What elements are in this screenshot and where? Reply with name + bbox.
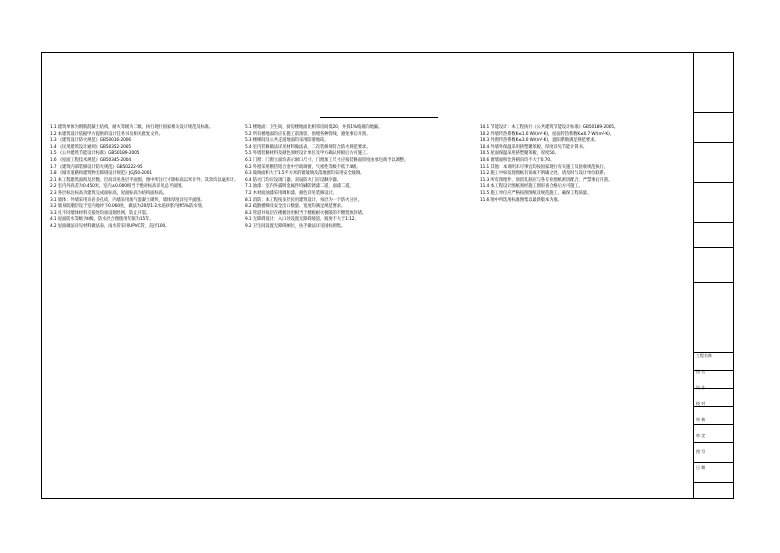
note-paragraph: 9.1 无障碍设计：入口处设置无障碍坡道，坡度不大于1:12。: [245, 217, 359, 223]
title-block-divider: [694, 247, 734, 248]
note-paragraph: 1.6 《屋面工程技术规范》GB50345-2004: [50, 157, 131, 163]
note-paragraph: 6.1 门窗：门窗立面均表示洞口尺寸，门窗加工尺寸应按装修面厚度由承包商予以调整。: [245, 157, 409, 163]
note-paragraph: 7.1 油漆：室内外露明金属件均刷防锈漆二道，面漆二道。: [245, 184, 354, 190]
note-paragraph: 5.4 室内装修做法详见材料做法表，二次装修须符合防火规范要求。: [245, 144, 371, 150]
note-paragraph: 8.2 疏散楼梯及安全出口数量、宽度均满足规范要求。: [245, 204, 346, 210]
note-paragraph: 8.1 消防：本工程按多层民用建筑设计，每层为一个防火分区。: [245, 197, 362, 203]
note-paragraph: 1.5 《公共建筑节能设计标准》GB50189-2005: [50, 151, 140, 157]
note-paragraph: 3.3 凡不同墙体材料交接处均加设钢丝网，防止开裂。: [50, 210, 151, 216]
title-block-label: 图 号: [696, 449, 706, 454]
title-block-label: 校 对: [696, 401, 706, 406]
note-paragraph: 7.2 木材面油漆采用调和漆，颜色详见装修设计。: [245, 190, 337, 196]
note-paragraph: 1.1 建筑单体为钢筋混凝土结构，耐火等级为二级，执行现行国家相关设计规范及标准。: [50, 125, 214, 130]
note-paragraph: 10.5 屋面保温采用挤塑聚苯板，厚度50。: [480, 151, 559, 157]
note-paragraph: 10.3 外窗传热系数K≤3.0 W/(m²·K)，遮阳系数满足规范要求。: [480, 138, 599, 144]
title-block-divider: [694, 406, 734, 407]
note-paragraph: 11.4 本工程设计图纸须经施工图审查合格后方可施工。: [480, 184, 583, 190]
note-paragraph: 6.4 防火门均应设闭门器，双扇防火门应设顺序器。: [245, 177, 341, 183]
note-paragraph: 5.2 所有楼地面均应在施工前预留、预埋各种管线，避免事后开凿。: [245, 131, 371, 137]
note-paragraph: 9.2 卫生间设置无障碍厕位，扶手做法详见国标图集。: [245, 223, 346, 229]
note-paragraph: 8.3 管道井每层在楼板处用相当于楼板耐火极限的不燃烧体封堵。: [245, 210, 367, 216]
title-block-label: 图 名: [696, 369, 706, 374]
note-paragraph: 1.4 《民用建筑设计通则》GB50352-2005: [50, 144, 131, 150]
note-paragraph: 11.6 图中所选用标准图集以最新版本为准。: [480, 197, 562, 203]
title-block-divider: [694, 462, 734, 463]
title-block-divider: [694, 442, 734, 443]
notes-column-left: [50, 125, 245, 231]
section-divider: [320, 117, 438, 118]
notes-column-middle: [245, 125, 475, 231]
note-paragraph: 1.8 《城市道路和建筑物无障碍设计规范》JGJ50-2001: [50, 171, 152, 177]
title-block-divider: [694, 182, 734, 183]
title-block-divider: [694, 222, 734, 223]
note-paragraph: 1.2 本建筑设计依据甲方提供的设计任务书及相关批复文件。: [50, 131, 163, 137]
note-paragraph: 2.1 本工程建筑面积及层数、层高详见各层平面图，图中所注尺寸除标高以米计外，其余均以毫米计。: [50, 177, 239, 183]
note-paragraph: 5.3 楼梯间及公共走道地面均采用防滑地砖。: [245, 138, 329, 144]
note-paragraph: 11.3 所有预埋件、预留孔洞应与各专业图纸密切配合，严禁事后开凿。: [480, 177, 613, 183]
note-paragraph: 3.1 墙体：外墙采用页岩多孔砖，内墙采用加气混凝土砌块，墙体厚度详见平面图。: [50, 197, 205, 203]
note-paragraph: 4.2 屋面做法详见材料做法表，雨水管采用UPVC管，直径100。: [50, 223, 170, 229]
note-paragraph: 2.3 各层标注标高为建筑完成面标高，屋面标高为结构面标高。: [50, 190, 167, 196]
note-paragraph: 5.5 外墙装修材料及颜色须经设计单位及甲方确认样板后方可施工。: [245, 151, 371, 157]
title-block-label: 审 核: [696, 417, 706, 422]
note-paragraph: 11.2 施工中如发现图纸有误或不明确之处，请及时与设计单位联系。: [480, 171, 608, 177]
note-paragraph: 3.2 墙身防潮层设于室内地坪下0.060处，做法为20厚1:2水泥砂浆内掺5%防水剂。: [50, 204, 206, 210]
note-paragraph: 10.6 窗墙面积比各朝向均不大于0.70。: [480, 157, 555, 163]
note-paragraph: 6.3 玻璃面积大于1.5平方米的窗玻璃及落地窗均采用安全玻璃。: [245, 171, 365, 177]
title-block-divider: [694, 282, 734, 283]
title-block-label: 工程名称: [696, 353, 712, 358]
title-block-label: 设 计: [696, 385, 706, 390]
title-block-divider: [694, 424, 734, 425]
note-paragraph: 11.5 施工单位应严格按照图纸及规范施工，确保工程质量。: [480, 190, 592, 196]
note-paragraph: 5.1 楼地面：卫生间、厨房楼地面比相邻房间低20，并找1%坡坡向地漏。: [245, 125, 383, 130]
note-paragraph: 1.3 《建筑设计防火规范》GB50016-2006: [50, 138, 131, 144]
notes-column-right: [480, 125, 690, 204]
note-paragraph: 6.2 外窗采用断热铝合金中空玻璃窗，气密性等级不低于4级。: [245, 164, 361, 170]
note-paragraph: 10.2 外墙传热系数K≤1.0 W/(m²·K)，屋面传热系数K≤0.7 W/(m²·K)。: [480, 131, 614, 137]
drawing-frame: [41, 52, 734, 499]
note-paragraph: 1.7 《建筑内部装修设计防火规范》GB50222-95: [50, 164, 143, 170]
note-paragraph: 11.1 其他：本说明未尽事宜均按国家现行有关施工及验收规范执行。: [480, 164, 608, 170]
title-block-divider: [694, 482, 734, 483]
note-paragraph: 10.1 节能设计：本工程执行《公共建筑节能设计标准》GB50189-2005。: [480, 125, 619, 130]
note-paragraph: 4.1 屋面防水等级为II级，防水层合理使用年限为15年。: [50, 217, 154, 223]
title-block-label: 审 定: [696, 433, 706, 438]
title-block: [693, 52, 734, 499]
title-block-divider: [694, 112, 734, 113]
title-block-divider: [694, 142, 734, 143]
title-block-label: 日 期: [696, 465, 706, 470]
note-paragraph: 10.4 外墙外保温采用挤塑聚苯板，厚度详见节能计算书。: [480, 144, 587, 150]
note-paragraph: 2.2 室内外高差为0.450米，室内±0.000相当于绝对标高详见总平面图。: [50, 184, 186, 190]
